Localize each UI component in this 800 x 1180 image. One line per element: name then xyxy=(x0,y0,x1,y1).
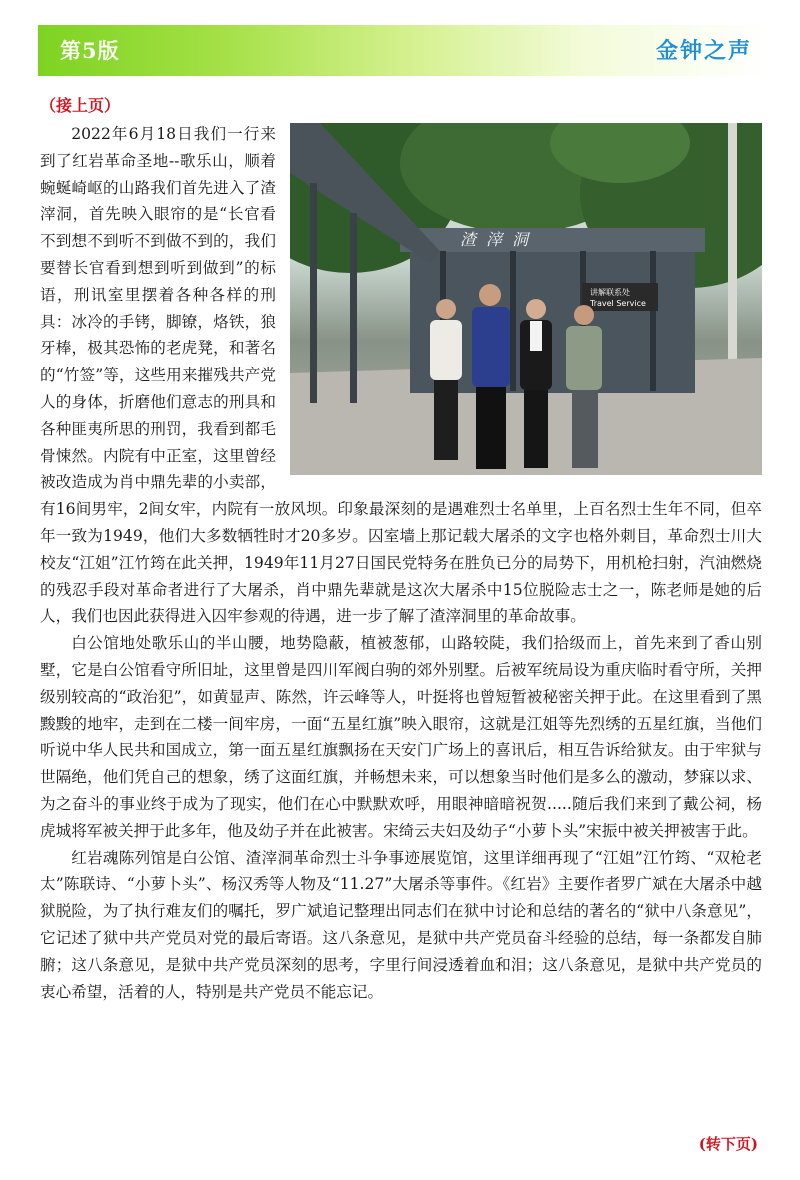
paragraph-3: 红岩魂陈列馆是白公馆、渣滓洞革命烈士斗争事迹展览馆，这里详细再现了“江姐”江竹筠、“双枪老太”陈联诗、“小萝卜头”、杨汉秀等人物及“11.27”大屠杀等事件。《红岩》主要作者罗广斌在大屠杀中越狱脱险，为了执行难友们的嘱托，罗广斌追记整理出同志们在狱中讨论和总结的著名的“狱中八条意见”，它记述了狱中共产党员对党的最后寄语。这八条意见，是狱中共产党员奋斗经验的总结，每一条都发自肺腑；这八条意见，是狱中共产党员深刻的思考，字里行间浸透着血和泪；这八条意见，是狱中共产党员的衷心希望，活着的人，特别是共产党员不能忘记。 xyxy=(40,848,762,1001)
group-photo xyxy=(290,123,762,475)
gate-sign-text: 渣滓洞 xyxy=(460,230,539,249)
group-photo-illustration xyxy=(290,123,762,475)
paragraph-1: 2022年6月18日我们一行来到了红岩革命圣地--歌乐山，顺着蜿蜒崎岖的山路我们首先进入了渣滓洞，首先映入眼帘的是“长官看不到想不到听不到做不到的，我们要替长官看到想到听到做到”的标语，刑讯室里摆着各种各样的刑具：冰冷的手铐，脚镣，烙铁，狼牙棒，极其恐怖的老虎凳，和著名的“竹签”等，这些用来摧残共产党人的身体，折磨他们意志的刑具和各种匪夷所思的刑罚，我看到都毛骨悚然。内院有中正室，这里曾经被改造成为肖中鼎先辈的小卖部，有16间男牢，2间女牢，内院有一放风坝。印象最深刻的是遇难烈士名单里，上百名烈士生年不同，但卒年一致为1949，他们大多数牺牲时才20多岁。囚室墙上那记载大屠杀的文字也格外刺目，革命烈士川大校友“江姐”江竹筠在此关押，1949年11月27日国民党特务在胜负已分的局势下，用机枪扫射，汽油燃烧的残忍手段对革命者进行了大屠杀，肖中鼎先辈就是这次大屠杀中15位脱险志士之一，陈老师是她的后人，我们也因此获得进入囚牢参观的待遇，进一步了解了渣滓洞里的革命故事。 xyxy=(40,125,762,626)
continued-from-label: （接上页） xyxy=(40,96,121,115)
person-3 xyxy=(520,299,552,468)
continued-to-label: (转下页) xyxy=(698,1135,758,1153)
newsletter-title: 金钟之声 xyxy=(655,39,752,64)
service-sign-en: Travel Service xyxy=(590,299,646,308)
article-body xyxy=(40,121,762,1005)
paragraph-2: 白公馆地处歌乐山的半山腰，地势隐蔽，植被葱郁，山路较陡，我们拾级而上，首先来到了香山别墅，它是白公馆看守所旧址，这里曾是四川军阀白驹的郊外别墅。后被军统局设为重庆临时看守所，关押级别较高的“政治犯”，如黄显声、陈然，许云峰等人，叶挺将也曾短暂被秘密关押于此。在这里看到了黑黢黢的地牢，走到在二楼一间牢房，一面“五星红旗”映入眼帘，这就是江姐等先烈绣的五星红旗，当他们听说中华人民共和国成立，第一面五星红旗飘扬在天安门广场上的喜讯后，相互告诉给狱友。由于牢狱与世隔绝，他们凭自己的想象，绣了这面红旗，并畅想未来，可以想象当时他们是多么的激动，梦寐以求、为之奋斗的事业终于成为了现实，他们在心中默默欢呼，用眼神暗暗祝贺.....随后我们来到了戴公祠，杨虎城将军被关押于此多年，他及幼子并在此被害。宋绮云夫妇及幼子“小萝卜头”宋振中被关押被害于此。 xyxy=(40,634,762,840)
issue-number: 第5版 xyxy=(60,38,120,63)
person-2 xyxy=(472,284,510,469)
service-sign-cn: 讲解联系处 xyxy=(590,288,630,297)
person-1 xyxy=(430,299,462,460)
page-header-banner xyxy=(38,25,768,76)
